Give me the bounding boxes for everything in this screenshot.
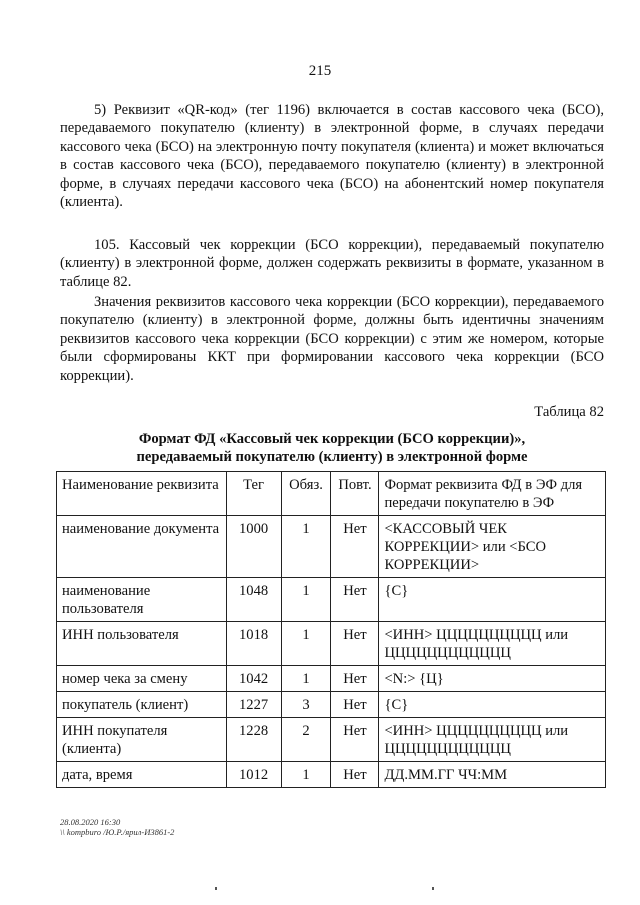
cell-tag: 1012 bbox=[226, 762, 281, 788]
cell-format: {С} bbox=[379, 578, 606, 622]
header-required: Обяз. bbox=[281, 472, 331, 516]
table-row bbox=[57, 622, 606, 666]
header-requisite-name: Наименование реквизита bbox=[57, 472, 227, 516]
scan-mark bbox=[432, 887, 434, 890]
cell-required: 2 bbox=[281, 718, 331, 762]
cell-repeat: Нет bbox=[331, 622, 379, 666]
header-repeat: Повт. bbox=[331, 472, 379, 516]
cell-requisite-name: покупатель (клиент) bbox=[57, 692, 227, 718]
table-row bbox=[57, 762, 606, 788]
cell-format: ДД.ММ.ГГ ЧЧ:ММ bbox=[379, 762, 606, 788]
table-row bbox=[57, 666, 606, 692]
print-footer bbox=[60, 817, 174, 837]
cell-tag: 1048 bbox=[226, 578, 281, 622]
cell-tag: 1018 bbox=[226, 622, 281, 666]
page-number: 215 bbox=[308, 63, 332, 79]
table-title-line-1: Формат ФД «Кассовый чек коррекции (БСО коррекции)», bbox=[138, 431, 526, 447]
paragraph-105: 105. Кассовый чек коррекции (БСО коррекции), передаваемый покупателю (клиенту) в электронной форме, должен содержать реквизиты в формате, указанном в таблице 82. bbox=[60, 237, 604, 290]
cell-format: {С} bbox=[379, 692, 606, 718]
cell-required: 3 bbox=[281, 692, 331, 718]
cell-tag: 1227 bbox=[226, 692, 281, 718]
cell-tag: 1228 bbox=[226, 718, 281, 762]
requisites-table bbox=[56, 471, 606, 788]
table-label: Таблица 82 bbox=[534, 404, 604, 420]
cell-repeat: Нет bbox=[331, 692, 379, 718]
table-title-line-2: передаваемый покупателю (клиенту) в электронной форме bbox=[136, 449, 528, 466]
cell-tag: 1000 bbox=[226, 516, 281, 578]
cell-format: <ИНН> ЦЦЦЦЦЦЦЦЦЦ или ЦЦЦЦЦЦЦЦЦЦЦЦ bbox=[379, 718, 606, 762]
paragraph-requisite-values: Значения реквизитов кассового чека коррекции (БСО коррекции), передаваемого покупателю (клиенту) в электронной форме, должны быть идентичны значениям реквизитов кассового чека коррекции (БСО коррекции) с этим же номером, которые были сформированы ККТ при формировании кассового чека коррекции (БСО коррекции). bbox=[60, 294, 604, 384]
header-format: Формат реквизита ФД в ЭФ для передачи покупателю в ЭФ bbox=[379, 472, 606, 516]
table-header-row bbox=[57, 472, 606, 516]
cell-format: <N:> {Ц} bbox=[379, 666, 606, 692]
cell-repeat: Нет bbox=[331, 666, 379, 692]
header-tag: Тег bbox=[226, 472, 281, 516]
cell-required: 1 bbox=[281, 578, 331, 622]
table-row bbox=[57, 718, 606, 762]
cell-requisite-name: номер чека за смену bbox=[57, 666, 227, 692]
cell-tag: 1042 bbox=[226, 666, 281, 692]
cell-format: <КАССОВЫЙ ЧЕК КОРРЕКЦИИ> или <БСО КОРРЕКЦИИ> bbox=[379, 516, 606, 578]
cell-requisite-name: наименование пользователя bbox=[57, 578, 227, 622]
cell-repeat: Нет bbox=[331, 762, 379, 788]
footer-file-path: \\ kompburo /Ю.Р./ярил-И3861-2 bbox=[60, 827, 175, 837]
cell-requisite-name: ИНН покупателя (клиента) bbox=[57, 718, 227, 762]
paragraph-qr-code: 5) Реквизит «QR-код» (тег 1196) включается в состав кассового чека (БСО), передаваемого покупателю (клиенту) в электронной форме, в случаях передачи кассового чека (БСО) на электронную почту покупателя (клиента) и может включаться в состав кассового чека (БСО), передаваемого покупателю (клиенту) в электронной форме, в случаях передачи кассового чека (БСО) на абонентский номер покупателя (клиента). bbox=[60, 102, 604, 211]
cell-required: 1 bbox=[281, 516, 331, 578]
scan-mark bbox=[215, 887, 217, 890]
table-row bbox=[57, 516, 606, 578]
cell-requisite-name: дата, время bbox=[57, 762, 227, 788]
table-title bbox=[60, 430, 604, 467]
cell-requisite-name: ИНН пользователя bbox=[57, 622, 227, 666]
cell-repeat: Нет bbox=[331, 578, 379, 622]
cell-format: <ИНН> ЦЦЦЦЦЦЦЦЦЦ или ЦЦЦЦЦЦЦЦЦЦЦЦ bbox=[379, 622, 606, 666]
cell-required: 1 bbox=[281, 666, 331, 692]
footer-timestamp: 28.08.2020 16:30 bbox=[60, 817, 121, 827]
cell-repeat: Нет bbox=[331, 516, 379, 578]
cell-repeat: Нет bbox=[331, 718, 379, 762]
table-row bbox=[57, 692, 606, 718]
cell-requisite-name: наименование документа bbox=[57, 516, 227, 578]
cell-required: 1 bbox=[281, 762, 331, 788]
table-row bbox=[57, 578, 606, 622]
cell-required: 1 bbox=[281, 622, 331, 666]
